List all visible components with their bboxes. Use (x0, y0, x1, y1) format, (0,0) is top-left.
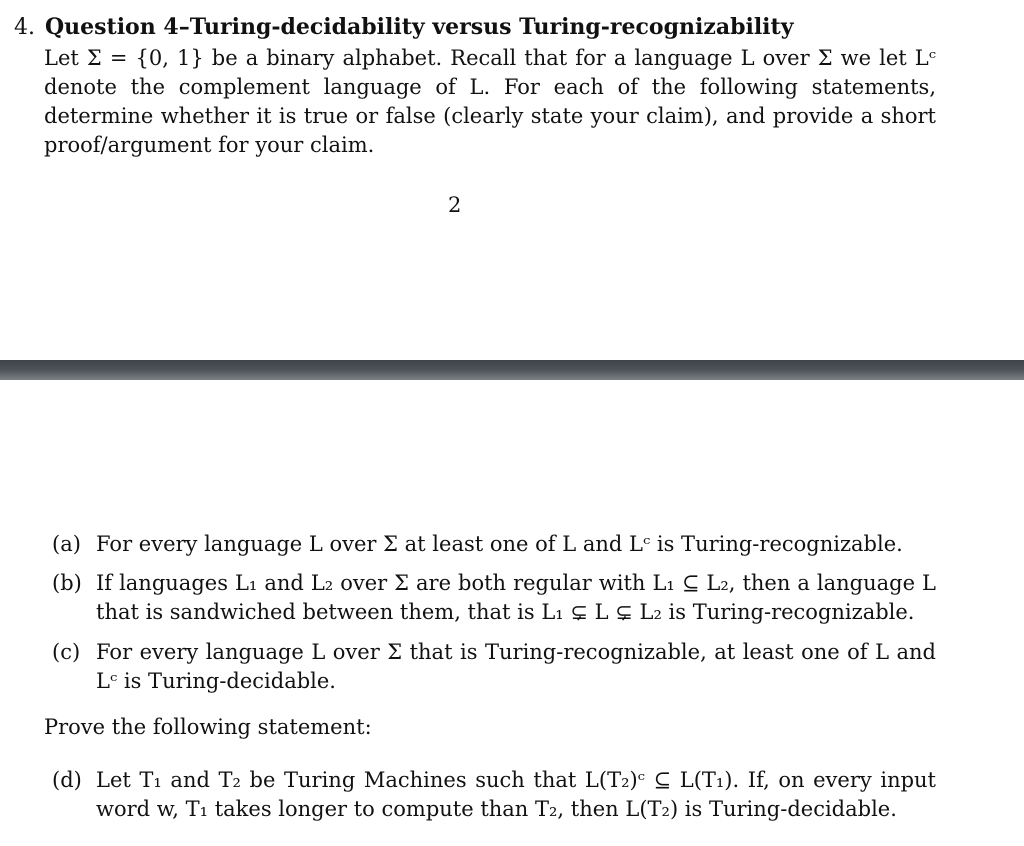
statement-c (52, 638, 936, 696)
statement-c-text: For every language L over Σ that is Turing-recognizable, at least one of L and Lᶜ is Turing-decidable. (96, 640, 936, 693)
statement-d-text: Let T₁ and T₂ be Turing Machines such that L(T₂)ᶜ ⊆ L(T₁). If, on every input word w, T₁ takes longer to compute than T₂, then L(T₂) is Turing-decidable. (96, 768, 936, 821)
page-top (0, 0, 1024, 360)
statement-a (52, 530, 936, 559)
statement-a-text: For every language L over Σ at least one of L and Lᶜ is Turing-recognizable. (96, 532, 903, 556)
statement-b-text: If languages L₁ and L₂ over Σ are both regular with L₁ ⊆ L₂, then a language L that is sandwiched between them, that is L₁ ⊊ L ⊊ L₂ is Turing-recognizable. (96, 571, 936, 624)
statement-a-label: (a) (52, 532, 81, 556)
page-bottom (0, 380, 1024, 846)
statement-c-label: (c) (52, 640, 81, 664)
question-number: 4. (14, 15, 35, 40)
page-number: 2 (448, 193, 462, 217)
question-intro: Let Σ = {0, 1} be a binary alphabet. Recall that for a language L over Σ we let Lᶜ denote the complement language of L. For each of the following statements, determine whether it is true or false (clearly state your claim), and provide a short proof/argument for your claim. (44, 46, 936, 157)
statement-d-label: (d) (52, 768, 82, 792)
prove-prompt: Prove the following statement: (44, 715, 372, 739)
statement-d (52, 766, 936, 824)
page-break-bar (0, 360, 1024, 380)
statement-b (52, 569, 936, 627)
question-heading (14, 14, 793, 40)
statement-b-label: (b) (52, 571, 82, 595)
question-title: Question 4–Turing-decidability versus Turing-recognizability (45, 14, 794, 40)
